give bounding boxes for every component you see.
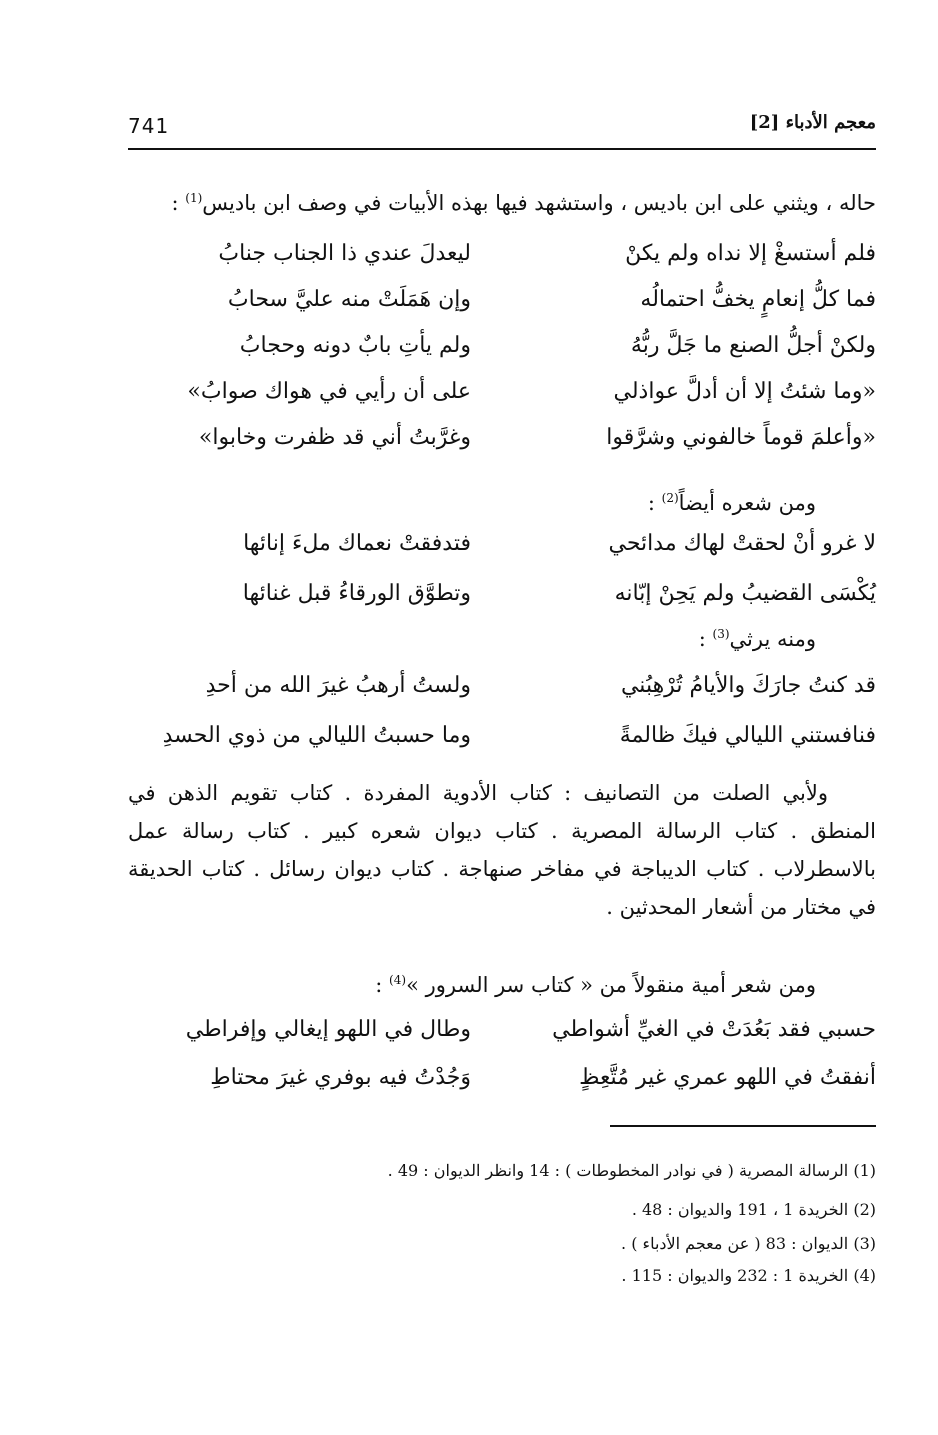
footnote-ref-2: (2)	[661, 491, 679, 505]
verse-second-hemistich: وطال في اللهو إيغالي وإفراطي	[185, 1017, 471, 1042]
page-number: 741	[128, 114, 170, 138]
verse-second-hemistich: ليعدلَ عندي ذا الجناب جنابُ	[218, 241, 471, 266]
verse-first-hemistich: فنافستني الليالي فيكَ ظالمةً	[619, 723, 876, 748]
verse-line	[128, 1054, 876, 1102]
verse-line	[128, 322, 876, 370]
footnote-ref-4: (4)	[389, 973, 407, 987]
verse-first-hemistich: لا غرو أنْ لحقتْ لهاك مدائحي	[608, 531, 876, 556]
verse-second-hemistich: فتدفقتْ نعماك ملءَ إنائها	[243, 531, 471, 556]
verse-first-hemistich: حسبي فقد بَعُدَتْ في الغيِّ أشواطي	[552, 1017, 876, 1042]
running-head: معجم الأدباء [2]	[749, 112, 876, 133]
verse-first-hemistich: «وأعلمَ قوماً خالفوني وشرَّقوا	[606, 425, 876, 450]
footnote-3: (3) الديوان : 83 ( عن معجم الأدباء ) .	[621, 1234, 876, 1253]
verse-line	[128, 520, 876, 568]
intro-line-3	[128, 620, 876, 658]
verse-second-hemistich: وما حسبتُ الليالي من ذوي الحسدِ	[162, 723, 471, 748]
intro-4-text: ومن شعر أمية منقولاً من « كتاب سر السرور »	[406, 973, 816, 997]
intro-text: حاله ، ويثني على ابن باديس ، واستشهد فيها بهذه الأبيات في وصف ابن باديس	[202, 191, 876, 215]
intro-line-4	[128, 966, 876, 1004]
verse-first-hemistich: أنفقتُ في اللهو عمري غير مُتَّعِظٍ	[579, 1065, 876, 1090]
verse-first-hemistich: ولكنْ أجلُّ الصنع ما جَلَّ ربُّهُ	[630, 333, 876, 358]
intro-3-colon: :	[698, 627, 713, 651]
verse-line	[128, 570, 876, 618]
intro-line	[128, 184, 876, 222]
intro-3-text: ومنه يرثي	[729, 627, 816, 651]
footnote-ref-1: (1)	[185, 191, 203, 205]
page-header	[128, 108, 876, 148]
verse-first-hemistich: فلم أستسغْ إلا نداه ولم يكنْ	[625, 241, 876, 266]
verse-second-hemistich: وَجُدْتُ فيه بوفري غيرَ محتاطِ	[210, 1065, 471, 1090]
verse-first-hemistich: «وما شئتُ إلا أن أدلَّ عواذلي	[613, 379, 876, 404]
footnote-rule	[610, 1125, 876, 1127]
verse-first-hemistich: يُكْسَى القضيبُ ولم يَحِنْ إبّانه	[614, 581, 876, 606]
verse-line	[128, 230, 876, 278]
verse-second-hemistich: ولم يأتِ بابٌ دونه وحجابُ	[239, 333, 471, 358]
verse-line	[128, 662, 876, 710]
footnote-ref-3: (3)	[712, 627, 730, 641]
header-rule	[128, 148, 876, 150]
verse-line	[128, 276, 876, 324]
intro-colon: :	[171, 191, 186, 215]
verse-line	[128, 368, 876, 416]
verse-second-hemistich: ولستُ أرهبُ غيرَ الله من أحدِ	[205, 673, 471, 698]
verse-line	[128, 1006, 876, 1054]
intro-line-2	[128, 484, 876, 522]
footnote-1: (1) الرسالة المصرية ( في نوادر المخطوطات ) : 14 وانظر الديوان : 49 .	[387, 1161, 876, 1180]
intro-2-colon: :	[647, 491, 662, 515]
footnote-2: (2) الخريدة 1 ، 191 والديوان : 48 .	[631, 1200, 876, 1219]
verse-first-hemistich: فما كلُّ إنعامٍ يخفُّ احتمالُه	[640, 287, 876, 312]
verse-second-hemistich: وإن هَمَلَتْ منه عليَّ سحابُ	[227, 287, 471, 312]
intro-2-text: ومن شعره أيضاً	[678, 491, 816, 515]
verse-line	[128, 712, 876, 760]
verse-second-hemistich: على أن رأيي في هواك صوابُ»	[187, 379, 471, 404]
verse-first-hemistich: قد كنتُ جارَكَ والأيامُ تُرْهِبُني	[620, 673, 876, 698]
verse-line	[128, 414, 876, 462]
verse-second-hemistich: وغرَّبتُ أني قد ظفرت وخابوا»	[198, 425, 471, 450]
verse-second-hemistich: وتطوَّق الورقاءُ قبل غنائها	[242, 581, 471, 606]
intro-4-colon: :	[375, 973, 390, 997]
works-paragraph: ولأبي الصلت من التصانيف : كتاب الأدوية المفردة . كتاب تقويم الذهن في المنطق . كتاب الرسالة المصرية . كتاب ديوان شعره كبير . كتاب رسالة عمل بالاسطرلاب . كتاب الديباجة في مفاخر صنهاجة . كتاب ديوان رسائل . كتاب الحديقة في مختار من أشعار المحدثين .	[128, 781, 876, 919]
footnote-4: (4) الخريدة 1 : 232 والديوان : 115 .	[621, 1266, 876, 1285]
